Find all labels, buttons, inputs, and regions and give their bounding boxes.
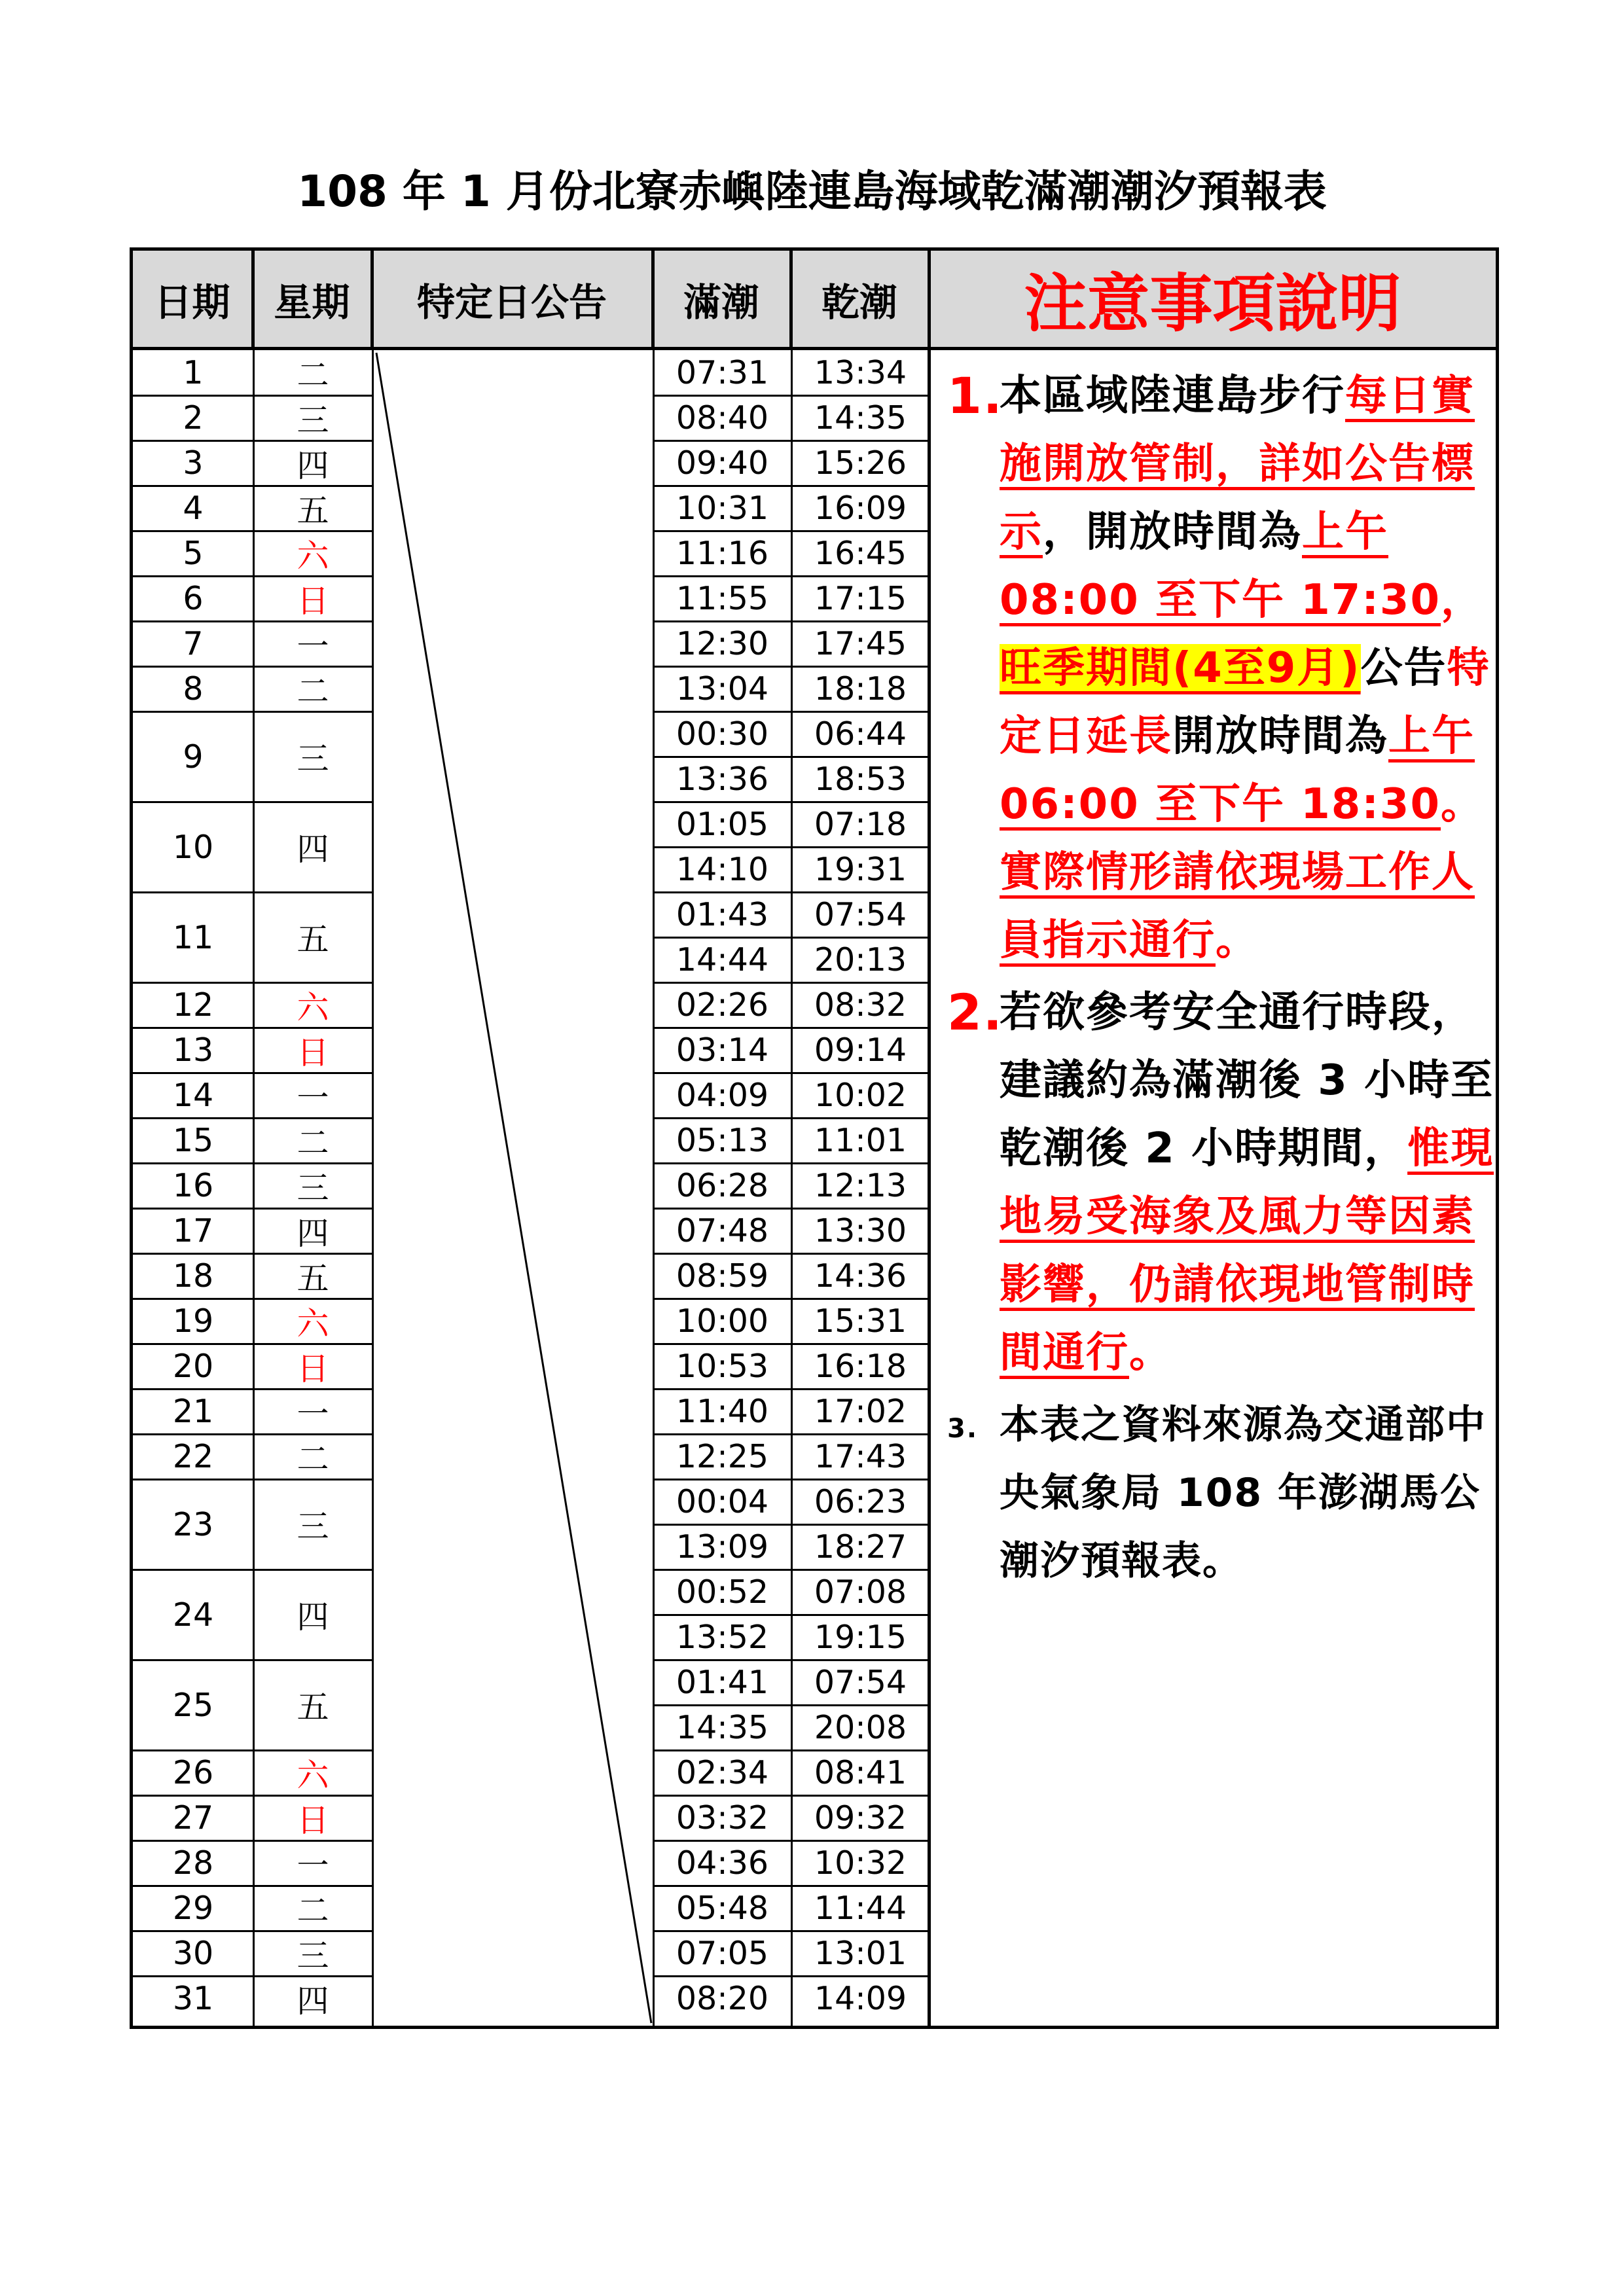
low-tide-cell: 06:44 [814, 715, 907, 753]
high-tide-cell: 03:32 [676, 1799, 769, 1837]
high-tide-cell: 14:10 [676, 851, 769, 888]
note-1-text-b: ，開放時間為 [1043, 508, 1302, 556]
note-1-open-hours: 上午 08:00 至下午 17:30 [1000, 508, 1441, 624]
weekday-cell: 日 [297, 582, 329, 620]
low-tide-cell: 13:30 [814, 1212, 907, 1249]
weekday-cell: 二 [297, 672, 329, 710]
note-3-number: 3. [947, 1414, 979, 1444]
high-tide-cell: 00:52 [676, 1573, 769, 1611]
low-tide-cell: 07:54 [814, 1664, 907, 1701]
high-tide-cell: 07:48 [676, 1212, 769, 1249]
low-tide-cell: 09:32 [814, 1799, 907, 1837]
weekday-cell: 五 [297, 1689, 329, 1726]
weekday-cell: 六 [297, 1304, 329, 1342]
date-cell: 18 [172, 1257, 214, 1295]
date-cell: 29 [172, 1890, 214, 1927]
low-tide-cell: 06:23 [814, 1483, 907, 1520]
weekday-cell: 日 [297, 1033, 329, 1071]
header-notes: 注意事項說明 [929, 251, 1496, 347]
high-tide-cell: 08:59 [676, 1257, 769, 1295]
high-tide-cell: 08:20 [676, 1980, 769, 2017]
date-cell: 7 [183, 625, 204, 662]
column-divider [653, 251, 655, 2026]
date-cell: 19 [172, 1302, 214, 1340]
low-tide-cell: 10:02 [814, 1077, 907, 1114]
low-tide-cell: 15:26 [814, 444, 907, 482]
note-1 [947, 362, 1497, 975]
low-tide-cell: 07:08 [814, 1573, 907, 1611]
high-tide-cell: 04:36 [676, 1844, 769, 1882]
note-1-number: 1. [947, 367, 1003, 425]
date-cell: 20 [172, 1348, 214, 1385]
header-high-tide: 滿潮 [653, 251, 791, 347]
weekday-cell: 六 [297, 988, 329, 1026]
note-2-end: 。 [1129, 1329, 1172, 1377]
low-tide-cell: 17:15 [814, 580, 907, 617]
date-cell: 1 [183, 354, 204, 391]
weekday-cell: 六 [297, 537, 329, 575]
date-cell: 10 [172, 828, 214, 866]
column-divider [791, 251, 793, 2026]
note-2-warning: 惟現地易受海象及風力等因素影響，仍請依現地管制時間通行 [1000, 1124, 1494, 1377]
high-tide-cell: 06:28 [676, 1167, 769, 1204]
date-cell: 12 [172, 986, 214, 1024]
header-low-tide: 乾潮 [791, 251, 929, 347]
high-tide-cell: 13:36 [676, 761, 769, 798]
weekday-cell: 六 [297, 1756, 329, 1794]
high-tide-cell: 14:35 [676, 1709, 769, 1746]
high-tide-cell: 11:55 [676, 580, 769, 617]
low-tide-cell: 07:54 [814, 896, 907, 933]
low-tide-cell: 11:44 [814, 1890, 907, 1927]
high-tide-cell: 05:13 [676, 1122, 769, 1159]
weekday-cell: 二 [297, 356, 329, 394]
note-2-text: 若欲參考安全通行時段，建議約為滿潮後 3 小時至乾潮後 2 小時期間， [1000, 988, 1494, 1173]
high-tide-cell: 08:40 [676, 399, 769, 437]
weekday-cell: 三 [297, 401, 329, 439]
low-tide-cell: 16:09 [814, 490, 907, 527]
weekday-cell: 五 [297, 1259, 329, 1297]
date-cell: 23 [172, 1505, 214, 1543]
date-cell: 31 [172, 1980, 214, 2017]
note-1-end: 。 [1216, 916, 1259, 965]
low-tide-cell: 14:09 [814, 1980, 907, 2017]
weekday-cell: 四 [297, 1982, 329, 2020]
high-tide-cell: 11:16 [676, 535, 769, 572]
weekday-cell: 四 [297, 1598, 329, 1636]
date-cell: 8 [183, 670, 204, 708]
weekday-cell: 四 [297, 1214, 329, 1252]
date-cell: 9 [183, 738, 204, 776]
low-tide-cell: 14:35 [814, 399, 907, 437]
low-tide-cell: 17:02 [814, 1393, 907, 1430]
low-tide-cell: 19:31 [814, 851, 907, 888]
high-tide-cell: 01:05 [676, 806, 769, 843]
date-cell: 14 [172, 1077, 214, 1114]
high-tide-cell: 12:30 [676, 625, 769, 662]
weekday-cell: 一 [297, 627, 329, 665]
weekday-cell: 一 [297, 1846, 329, 1884]
low-tide-cell: 17:43 [814, 1438, 907, 1475]
page-title: 108 年 1 月份北寮赤嶼陸連島海域乾滿潮潮汐預報表 [297, 166, 1327, 217]
high-tide-cell: 05:48 [676, 1890, 769, 1927]
low-tide-cell: 08:32 [814, 986, 907, 1024]
note-1-daily-control: 每日實施開放管制，詳如公告標示 [1000, 372, 1475, 556]
date-cell: 13 [172, 1031, 214, 1069]
high-tide-cell: 02:34 [676, 1754, 769, 1791]
high-tide-cell: 10:53 [676, 1348, 769, 1385]
high-tide-cell: 07:31 [676, 354, 769, 391]
weekday-cell: 日 [297, 1350, 329, 1388]
weekday-cell: 一 [297, 1079, 329, 1117]
note-1-staff-instructions: 實際情形請依現場工作人員指示通行 [1000, 848, 1475, 965]
note-3 [947, 1391, 1497, 1595]
low-tide-cell: 15:31 [814, 1302, 907, 1340]
low-tide-cell: 20:13 [814, 941, 907, 978]
low-tide-cell: 12:13 [814, 1167, 907, 1204]
date-cell: 30 [172, 1935, 214, 1972]
high-tide-cell: 01:41 [676, 1664, 769, 1701]
high-tide-cell: 12:25 [676, 1438, 769, 1475]
high-tide-cell: 09:40 [676, 444, 769, 482]
high-tide-cell: 13:04 [676, 670, 769, 708]
high-tide-cell: 04:09 [676, 1077, 769, 1114]
low-tide-cell: 13:01 [814, 1935, 907, 1972]
date-cell: 2 [183, 399, 204, 437]
weekday-cell: 五 [297, 492, 329, 529]
note-3-text: 本表之資料來源為交通部中央氣象局 108 年澎湖馬公潮汐預報表。 [1000, 1402, 1487, 1584]
low-tide-cell: 07:18 [814, 806, 907, 843]
notes-panel [947, 362, 1497, 1595]
note-1-special-days: 特定日延長 [1000, 644, 1490, 761]
date-cell: 16 [172, 1167, 214, 1204]
date-cell: 24 [172, 1596, 214, 1634]
note-1-peak-season: 旺季期間(4至9月) [1000, 644, 1361, 692]
note-1-text-a: 本區域陸連島步行 [1000, 372, 1345, 420]
tide-table [130, 247, 1499, 2029]
date-cell: 5 [183, 535, 204, 572]
date-cell: 15 [172, 1122, 214, 1159]
date-cell: 17 [172, 1212, 214, 1249]
low-tide-cell: 16:18 [814, 1348, 907, 1385]
date-cell: 26 [172, 1754, 214, 1791]
date-cell: 6 [183, 580, 204, 617]
high-tide-cell: 01:43 [676, 896, 769, 933]
low-tide-cell: 18:53 [814, 761, 907, 798]
low-tide-cell: 09:14 [814, 1031, 907, 1069]
header-weekday: 星期 [253, 251, 372, 347]
note-1-extended-hours: 上午 06:00 至下午 18:30 [1000, 712, 1475, 829]
weekday-cell: 三 [297, 1937, 329, 1975]
weekday-cell: 二 [297, 1440, 329, 1478]
high-tide-cell: 13:52 [676, 1619, 769, 1656]
low-tide-cell: 17:45 [814, 625, 907, 662]
header-announcement: 特定日公告 [372, 251, 653, 347]
note-1-text-c: 公告 [1360, 644, 1447, 692]
date-cell: 22 [172, 1438, 214, 1475]
note-2 [947, 978, 1497, 1387]
notes-column-divider [928, 251, 931, 2026]
weekday-cell: 四 [297, 446, 329, 484]
date-cell: 27 [172, 1799, 214, 1837]
date-cell: 4 [183, 490, 204, 527]
date-cell: 21 [172, 1393, 214, 1430]
low-tide-cell: 11:01 [814, 1122, 907, 1159]
note-1-period: 。 [1441, 780, 1484, 829]
low-tide-cell: 20:08 [814, 1709, 907, 1746]
low-tide-cell: 18:27 [814, 1528, 907, 1566]
low-tide-cell: 18:18 [814, 670, 907, 708]
high-tide-cell: 02:26 [676, 986, 769, 1024]
date-cell: 3 [183, 444, 204, 482]
high-tide-cell: 11:40 [676, 1393, 769, 1430]
weekday-cell: 四 [297, 831, 329, 868]
high-tide-cell: 10:00 [676, 1302, 769, 1340]
note-2-number: 2. [947, 983, 1003, 1041]
weekday-cell: 三 [297, 740, 329, 778]
low-tide-cell: 08:41 [814, 1754, 907, 1791]
weekday-cell: 一 [297, 1395, 329, 1433]
announcement-blank-diagonal [372, 350, 653, 2026]
low-tide-cell: 16:45 [814, 535, 907, 572]
header-date: 日期 [133, 251, 253, 347]
weekday-cell: 三 [297, 1508, 329, 1545]
high-tide-cell: 00:04 [676, 1483, 769, 1520]
low-tide-cell: 10:32 [814, 1844, 907, 1882]
high-tide-cell: 10:31 [676, 490, 769, 527]
column-divider [253, 251, 255, 2026]
weekday-cell: 日 [297, 1801, 329, 1839]
low-tide-cell: 19:15 [814, 1619, 907, 1656]
high-tide-cell: 13:09 [676, 1528, 769, 1566]
low-tide-cell: 14:36 [814, 1257, 907, 1295]
weekday-cell: 五 [297, 921, 329, 958]
date-cell: 11 [172, 918, 214, 956]
note-1-text-d: 開放時間為 [1172, 712, 1388, 761]
weekday-cell: 二 [297, 1892, 329, 1929]
high-tide-cell: 14:44 [676, 941, 769, 978]
high-tide-cell: 03:14 [676, 1031, 769, 1069]
date-cell: 28 [172, 1844, 214, 1882]
column-divider [372, 251, 374, 2026]
weekday-cell: 二 [297, 1124, 329, 1162]
high-tide-cell: 07:05 [676, 1935, 769, 1972]
date-cell: 25 [172, 1686, 214, 1724]
high-tide-cell: 00:30 [676, 715, 769, 753]
low-tide-cell: 13:34 [814, 354, 907, 391]
note-1-comma: ， [1441, 576, 1484, 624]
weekday-cell: 三 [297, 1169, 329, 1207]
